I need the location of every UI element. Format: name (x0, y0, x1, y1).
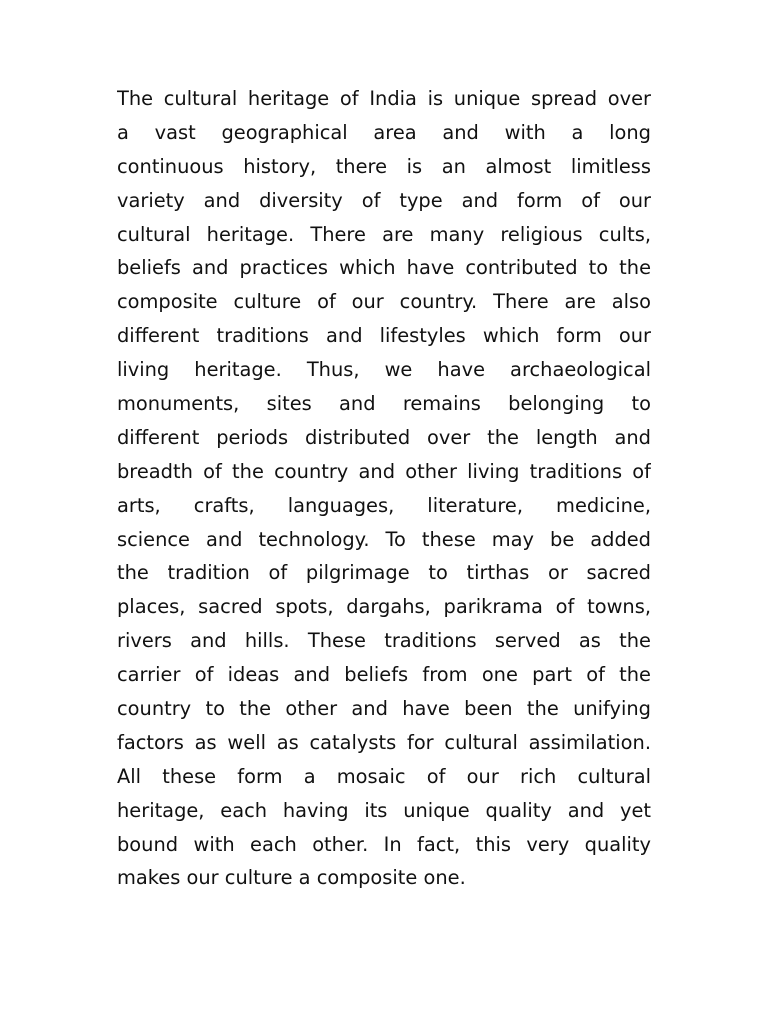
text-line: a vast geographical area and with a long (117, 120, 651, 144)
text-line: breadth of the country and other living traditions of (117, 459, 651, 483)
text-line: science and technology. To these may be added (117, 527, 651, 551)
text-line: arts, crafts, languages, literature, medicine, (117, 493, 651, 517)
text-line: All these form a mosaic of our rich cultural (117, 764, 651, 788)
text-line: bound with each other. In fact, this very quality (117, 832, 651, 856)
text-line: carrier of ideas and beliefs from one part of the (117, 663, 651, 687)
text-line: factors as well as catalysts for cultural assimilation. (117, 730, 651, 754)
text-line: monuments, sites and remains belonging to (117, 392, 651, 416)
text-line: different traditions and lifestyles which form our (117, 324, 651, 348)
text-line: beliefs and practices which have contributed to the (117, 256, 651, 280)
text-line: heritage, each having its unique quality and yet (117, 798, 651, 822)
text-line: makes our culture a composite one. (117, 866, 466, 890)
text-line: rivers and hills. These traditions served as the (117, 629, 651, 653)
text-line: composite culture of our country. There are also (117, 290, 651, 314)
text-line: cultural heritage. There are many religious cults, (117, 222, 651, 246)
body-paragraph (117, 82, 651, 895)
text-line: continuous history, there is an almost limitless (117, 154, 651, 178)
text-line: country to the other and have been the unifying (117, 697, 651, 721)
text-line: The cultural heritage of India is unique spread over (117, 87, 651, 110)
text-line: living heritage. Thus, we have archaeological (117, 358, 651, 382)
text-line: the tradition of pilgrimage to tirthas or sacred (117, 561, 651, 585)
text-line: different periods distributed over the length and (117, 425, 651, 449)
text-line: variety and diversity of type and form of our (117, 188, 651, 212)
text-line: places, sacred spots, dargahs, parikrama of towns, (117, 595, 651, 619)
